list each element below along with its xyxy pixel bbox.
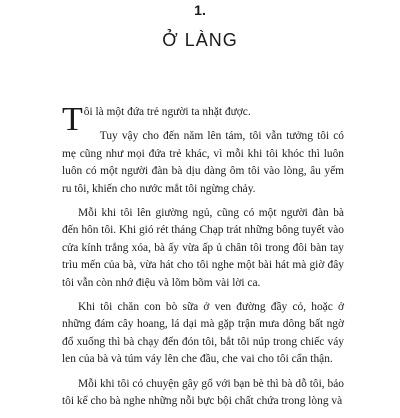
chapter-title: Ở LÀNG [162,30,238,50]
drop-cap: T [62,101,83,138]
paragraph-4: Khi tôi chăn con bò sữa ở ven đường đầy cỏ, hoặc ở những đám cây hoang, lá dại mà gặp trận mưa dông bất ngờ đổ xuống thì bà chạy đến đón tôi, bắt tôi núp trong chiếc váy len của bà và túm váy lên che đầu, che vai cho tôi cẩn thận. [62,301,344,366]
chapter-body [62,101,344,418]
paragraph-3: Mỗi khi tôi lên giường ngủ, cũng có một người đàn bà đến hôn tôi. Khi gió rét tháng Chạp trát những bông tuyết vào cửa kính trắng xóa, bà ấy vừa ấp ủ chân tôi trong đôi bàn tay trìu mến của bà, vừa hát cho tôi nghe một bài hát mà giờ đây tôi vẫn còn nhớ điệu và lõm bõm vài lời ca. [62,207,344,289]
chapter-number: 1. [194,2,206,18]
paragraph-1 [62,101,344,138]
paragraph-2: Tuy vậy cho đến năm lên tám, tôi vẫn tưởng tôi có mẹ cũng như mọi đứa trẻ khác, vì mỗi khi tôi khóc thì luôn luôn có một người đàn bà dịu dàng ôm tôi vào lòng, âu yếm ru tôi, khiến cho nước mắt tôi ngừng chảy. [62,130,344,195]
paragraph-5: Mỗi khi tôi có chuyện gây gổ với bạn bè thì bà dỗ tôi, bảo tôi kể cho bà nghe những nỗi bực bội chất chứa trong lòng và [62,377,344,408]
paragraph-1-text: ôi là một đứa trẻ người ta nhặt được. [83,106,251,118]
